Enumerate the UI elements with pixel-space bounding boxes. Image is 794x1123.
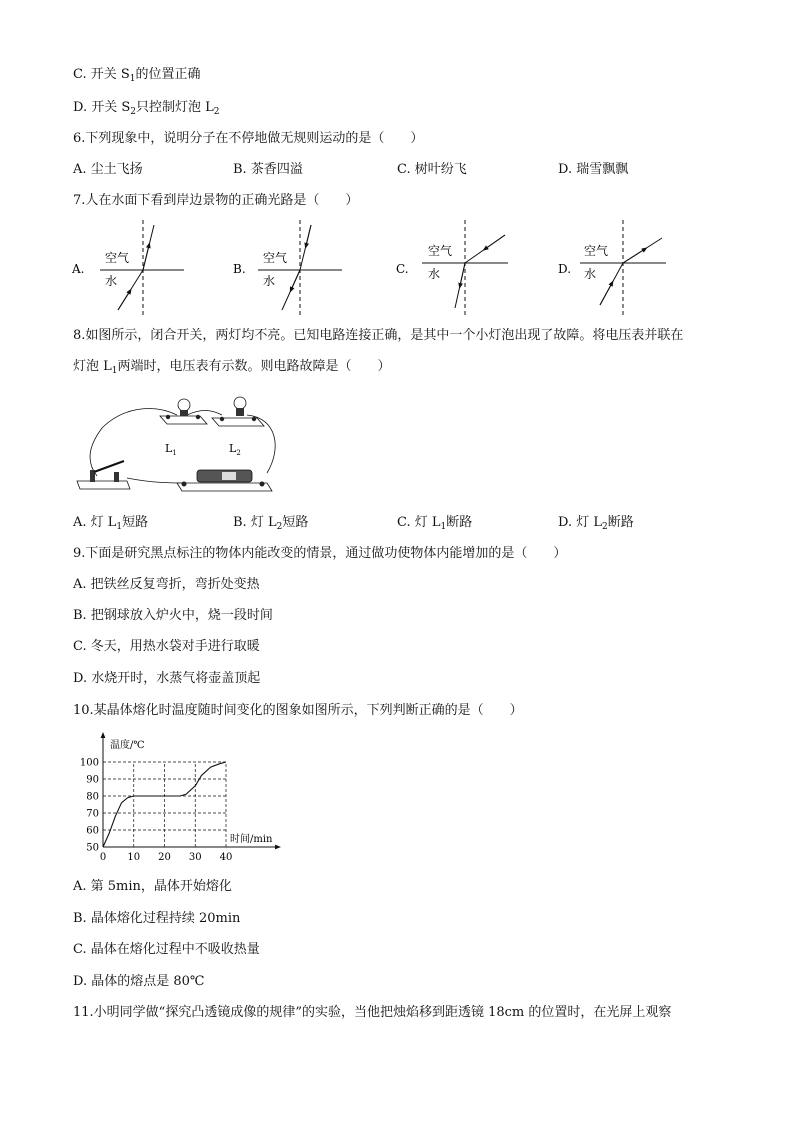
q7-stem: 7.人在水面下看到岸边景物的正确光路是（ ） <box>73 193 359 208</box>
q7-diagram-d-water: 水 <box>584 267 597 281</box>
q10-stem: 10.某晶体熔化时温度随时间变化的图象如图所示，下列判断正确的是（ ） <box>73 703 523 718</box>
q5-option-c: C. 开关 $S_1$的位置正确 <box>73 67 201 84</box>
q7-diagram-d[interactable] <box>558 220 666 315</box>
q6-stem: 6.下列现象中，说明分子在不停地做无规则运动的是（ ） <box>73 131 424 146</box>
y-tick-label: 50 <box>86 842 99 854</box>
q8-option-c[interactable]: C. 灯 $L_1$断路 <box>397 515 473 532</box>
q6-option-d[interactable]: D. 瑞雪飘飘 <box>558 162 629 177</box>
lamp-l1-label: $L_1$ <box>165 442 177 457</box>
x-axis-label: 时间/min <box>230 834 273 845</box>
x-tick-label: 40 <box>219 852 233 863</box>
q11-stem: 11.小明同学做“探究凸透镜成像的规律”的实验，当他把烛焰移到距透镜 18cm 的位置时，在光屏上观察 <box>73 1005 672 1020</box>
q10-option-b[interactable]: B. 晶体熔化过程持续 20min <box>73 911 241 926</box>
q7-diagram-a-water: 水 <box>105 274 118 288</box>
y-tick-label: 70 <box>86 808 99 820</box>
q7-diagrams <box>60 220 760 320</box>
q6-option-b[interactable]: B. 茶香四溢 <box>233 162 303 177</box>
q9-stem: 9.下面是研究黑点标注的物体内能改变的情景，通过做功使物体内能增加的是（ ） <box>73 546 567 561</box>
q7-diagram-b-label: B. <box>233 262 246 276</box>
lamp-l1 <box>160 399 207 457</box>
q7-diagram-c-label: C. <box>396 262 409 276</box>
q10-option-d[interactable]: D. 晶体的熔点是 80℃ <box>73 974 205 989</box>
x-tick-label: 0 <box>99 852 107 863</box>
y-tick-label: 80 <box>86 791 99 803</box>
q7-diagram-b-water: 水 <box>263 274 276 288</box>
q9-option-d[interactable]: D. 水烧开时，水蒸气将壶盖顶起 <box>73 671 261 686</box>
q6-option-a[interactable]: A. 尘土飞扬 <box>73 162 143 177</box>
q7-diagram-c-air: 空气 <box>428 244 453 258</box>
lamp-l2 <box>212 397 264 457</box>
q8-option-d[interactable]: D. 灯 $L_2$断路 <box>558 515 634 532</box>
q7-diagram-a-label: A. <box>72 262 85 276</box>
y-tick-label: 90 <box>86 774 99 786</box>
x-tick-label: 10 <box>127 852 141 863</box>
q10-option-c[interactable]: C. 晶体在熔化过程中不吸收热量 <box>73 942 260 957</box>
switch <box>77 461 130 489</box>
q7-diagram-d-air: 空气 <box>584 244 609 258</box>
q8-option-b[interactable]: B. 灯 $L_2$短路 <box>233 515 309 532</box>
x-tick-label: 20 <box>158 852 171 863</box>
q10-option-a[interactable]: A. 第 5min，晶体开始熔化 <box>73 879 232 894</box>
q7-diagram-b[interactable] <box>233 220 342 315</box>
q6-option-c[interactable]: C. 树叶纷飞 <box>397 162 467 177</box>
y-axis-label: 温度/℃ <box>110 740 145 751</box>
q8-stem-line2: 灯泡 $L_1$两端时，电压表有示数。则电路故障是（ ） <box>73 359 391 376</box>
y-tick-label: 60 <box>86 825 99 837</box>
q9-option-c[interactable]: C. 冬天，用热水袋对手进行取暖 <box>73 639 260 654</box>
q8-stem-line1: 8.如图所示，闭合开关，两灯均不亮。已知电路连接正确，是其中一个小灯泡出现了故障。将电压表并联在 <box>73 328 684 343</box>
q9-option-b[interactable]: B. 把钢球放入炉火中，烧一段时间 <box>73 608 273 623</box>
q7-diagram-a[interactable] <box>71 220 184 315</box>
q8-option-a[interactable]: A. 灯 $L_1$短路 <box>73 515 149 532</box>
q9-option-a[interactable]: A. 把铁丝反复弯折，弯折处变热 <box>73 577 260 592</box>
circuit-diagram <box>72 388 292 498</box>
lamp-l2-label: $L_2$ <box>229 442 241 457</box>
battery <box>177 470 272 491</box>
q7-diagram-d-label: D. <box>558 262 572 276</box>
q5-option-d: D. 开关 $S_2$只控制灯泡 $L_2$ <box>73 100 220 117</box>
x-tick-label: 30 <box>188 852 202 863</box>
q7-diagram-a-air: 空气 <box>105 251 130 265</box>
y-tick-label: 100 <box>79 757 99 769</box>
melting-chart <box>78 730 288 865</box>
q7-diagram-c-water: 水 <box>428 267 441 281</box>
q7-diagram-b-air: 空气 <box>263 251 288 265</box>
q7-diagram-c[interactable] <box>396 220 508 315</box>
